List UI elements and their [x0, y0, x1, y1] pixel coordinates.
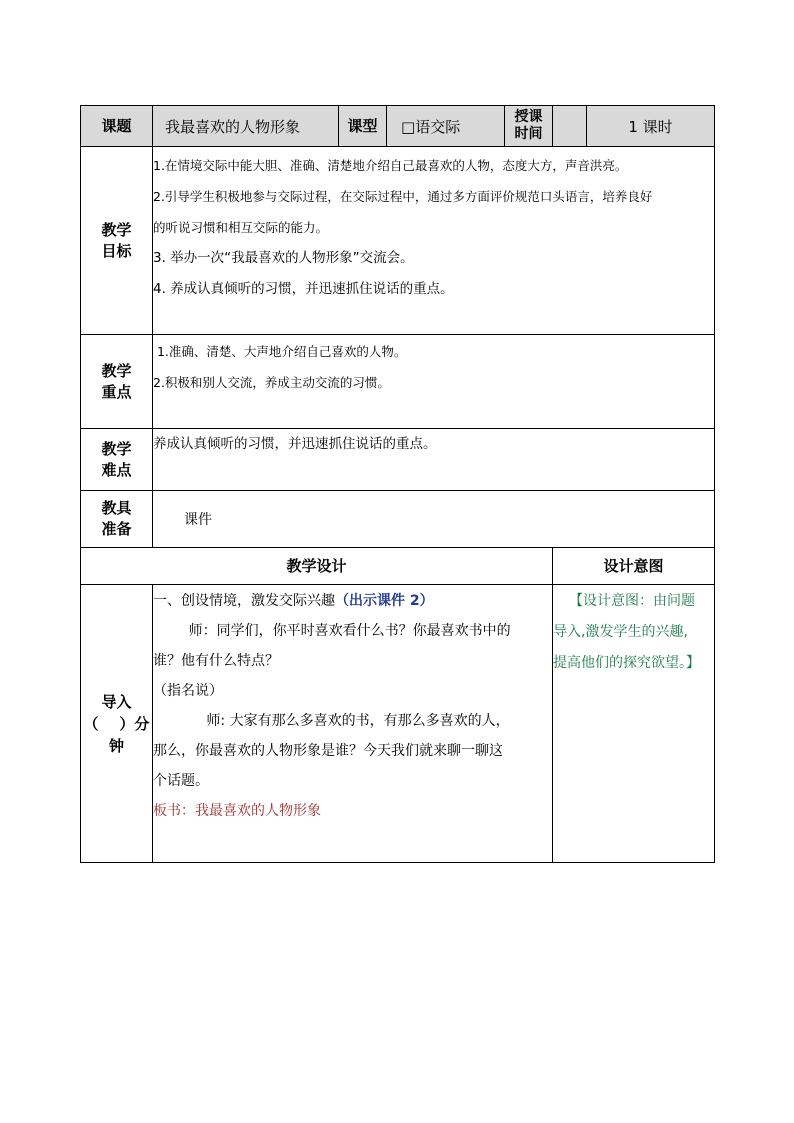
focus-item: 1.准确、清楚、大声地介绍自己喜欢的人物。	[153, 344, 407, 359]
goal-item: 3. 举办一次“我最喜欢的人物形象”交流会。	[153, 250, 414, 266]
intent-line: 导入,激发学生的兴趣,	[553, 624, 688, 640]
type-text: 语交际	[415, 117, 461, 136]
intent-line: 【设计意图：由问题	[569, 593, 695, 609]
focus-item: 2.积极和别人交流，养成主动交流的习惯。	[153, 375, 390, 390]
intro-paragraph: 师: 大家有那么多喜欢的书，有那么多喜欢的人，	[153, 713, 510, 729]
time-label: 授课 时间	[505, 106, 553, 147]
intro-heading: 一、创设情境，激发交际兴趣（出示课件 2）	[153, 593, 434, 609]
intro-content	[153, 585, 553, 863]
type-label: 课型	[339, 106, 387, 147]
design-header-row	[81, 548, 715, 585]
header-spacer	[553, 106, 587, 147]
intro-paragraph: 师：同学们，你平时喜欢看什么书？你最喜欢书中的	[153, 623, 511, 639]
difficulty-content	[153, 429, 715, 491]
materials-row	[81, 491, 715, 548]
intro-intent	[553, 585, 715, 863]
intent-header: 设计意图	[553, 548, 715, 585]
materials-text: 课件	[184, 512, 212, 528]
header-row	[81, 106, 715, 147]
lesson-plan-table	[80, 105, 715, 863]
intent-line: 提高他们的探究欲望。】	[553, 655, 700, 671]
design-header: 教学设计	[81, 548, 553, 585]
difficulty-text: 养成认真倾听的习惯，并迅速抓住说话的重点。	[153, 436, 437, 452]
materials-label: 教具 准备	[81, 491, 153, 548]
intro-paragraph: 个话题。	[153, 773, 209, 789]
goals-row	[81, 147, 715, 335]
intro-paragraph: （指名说）	[153, 683, 223, 699]
focus-label: 教学 重点	[81, 335, 153, 429]
focus-row	[81, 335, 715, 429]
checkbox-icon: □	[401, 117, 416, 136]
intro-label: 导入 （ ）分 钟	[81, 585, 153, 863]
goal-item: 的听说习惯和相互交际的能力。	[153, 220, 329, 235]
subject-value: 我最喜欢的人物形象	[153, 106, 339, 147]
intro-paragraph: 谁？他有什么特点？	[153, 653, 279, 669]
materials-content	[153, 491, 715, 548]
hours-value: 1 课时	[587, 106, 715, 147]
difficulty-row	[81, 429, 715, 491]
courseware-note: （出示课件 2）	[335, 593, 434, 609]
type-value	[387, 106, 505, 147]
goals-content	[153, 147, 715, 335]
difficulty-label: 教学 难点	[81, 429, 153, 491]
board-writing: 板书：我最喜欢的人物形象	[153, 803, 321, 819]
goal-item: 1.在情境交际中能大胆、准确、清楚地介绍自己最喜欢的人物，态度大方，声音洪亮。	[153, 158, 628, 173]
goal-item: 4. 养成认真倾听的习惯，并迅速抓住说话的重点。	[153, 281, 454, 297]
goals-label: 教学 目标	[81, 147, 153, 335]
intro-row	[81, 585, 715, 863]
focus-content	[153, 335, 715, 429]
subject-label: 课题	[81, 106, 153, 147]
intro-paragraph: 那么，你最喜欢的人物形象是谁？今天我们就来聊一聊这	[153, 743, 503, 759]
goal-item: 2.引导学生积极地参与交际过程，在交际过程中，通过多方面评价规范口头语言，培养良好	[153, 189, 653, 204]
